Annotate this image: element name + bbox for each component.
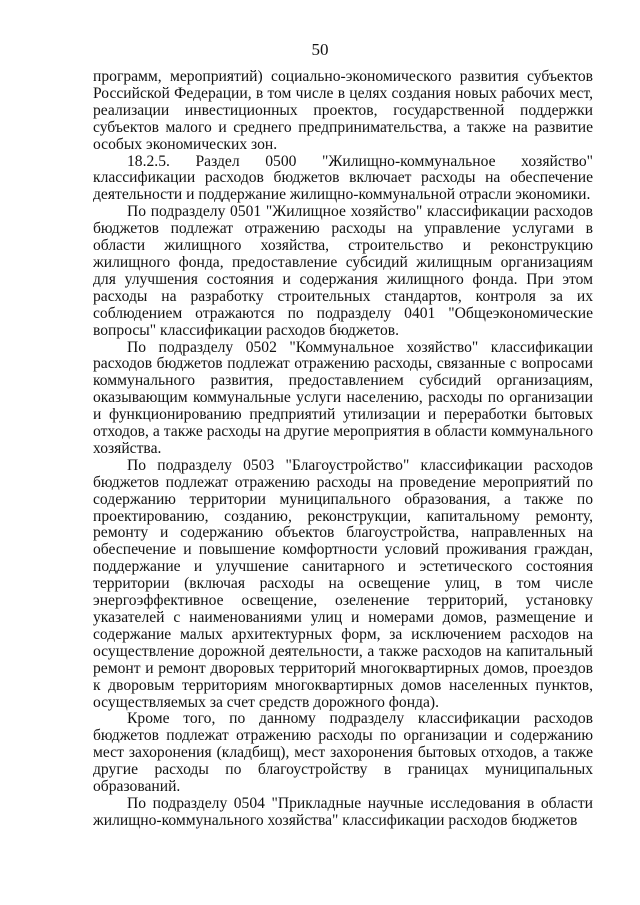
section-name-part-2: хозяйство" xyxy=(521,152,593,170)
paragraph-0504: По подразделу 0504 "Прикладные научные исследования в области жилищно-коммунального хозяйства" классификации расходов бюджетов xyxy=(93,794,593,829)
section-heading-line xyxy=(93,154,593,171)
document-body xyxy=(93,69,593,830)
section-code: 0500 xyxy=(265,152,297,170)
section-number: 18.2.5. xyxy=(127,152,170,170)
section-name-part-1: "Жилищно-коммунальное xyxy=(322,152,496,170)
page-number: 50 xyxy=(311,40,329,59)
paragraph-0501: По подразделу 0501 "Жилищное хозяйство" классификации расходов бюджетов подлежат отражению расходы на управление услугами в области жилищного хозяйства, строительство и реконструкцию жилищного фонда, предоставление субсидий жилищным организациям для улучшения состояния и содержания жилищного фонда. При этом расходы на разработку строительных стандартов, контроля за их соблюдением отражаются по подразделу 0401 "Общеэкономические вопросы" классификации расходов бюджетов. xyxy=(93,203,593,339)
paragraph-additional: Кроме того, по данному подразделу классификации расходов бюджетов подлежат отражению расходы по организации и содержанию мест захоронения (кладбищ), мест захоронения бытовых отходов, а также другие расходы по благоустройству в границах муниципальных образований. xyxy=(93,710,593,796)
paragraph-0502: По подразделу 0502 "Коммунальное хозяйство" классификации расходов бюджетов подлежат отражению расходы, связанные с вопросами коммунального развития, предоставлением субсидий организациям, оказывающим коммунальные услуги населению, расходы по организации и функционированию предприятий утилизации и переработки бытовых отходов, а также расходы на другие мероприятия в области коммунального хозяйства. xyxy=(93,338,593,457)
paragraph-0503: По подразделу 0503 "Благоустройство" классификации расходов бюджетов подлежат отражению расходы на проведение мероприятий по содержанию территории муниципального образования, а также по проектированию, созданию, реконструкции, капитальному ремонту, ремонту и содержанию объектов благоустройства, направленных на обеспечение и повышение комфортности условий проживания граждан, поддержание и улучшение санитарного и эстетического состояния территории (включая расходы на освещение улиц, в том числе энергоэффективное освещение, озеленение территорий, установку указателей с наименованиями улиц и номерами домов, размещение и содержание малых архитектурных форм, за исключением расходов на осуществление дорожной деятельности, а также расходов на капитальный ремонт и ремонт дворовых территорий многоквартирных домов, проездов к дворовым территориям многоквартирных домов населенных пунктов, осуществляемых за счет средств дорожного фонда). xyxy=(93,456,593,711)
section-word: Раздел xyxy=(195,152,240,170)
paragraph-continuation: программ, мероприятий) социально-экономического развития субъектов Российской Федерации, в том числе в целях создания новых рабочих мест, реализации инвестиционных проектов, государственной поддержки субъектов малого и среднего предпринимательства, а также на развитие особых экономических зон. xyxy=(93,68,593,153)
section-description: классификации расходов бюджетов включает расходы на обеспечение деятельности и поддержание жилищно-коммунальной отрасли экономики. xyxy=(93,169,593,204)
